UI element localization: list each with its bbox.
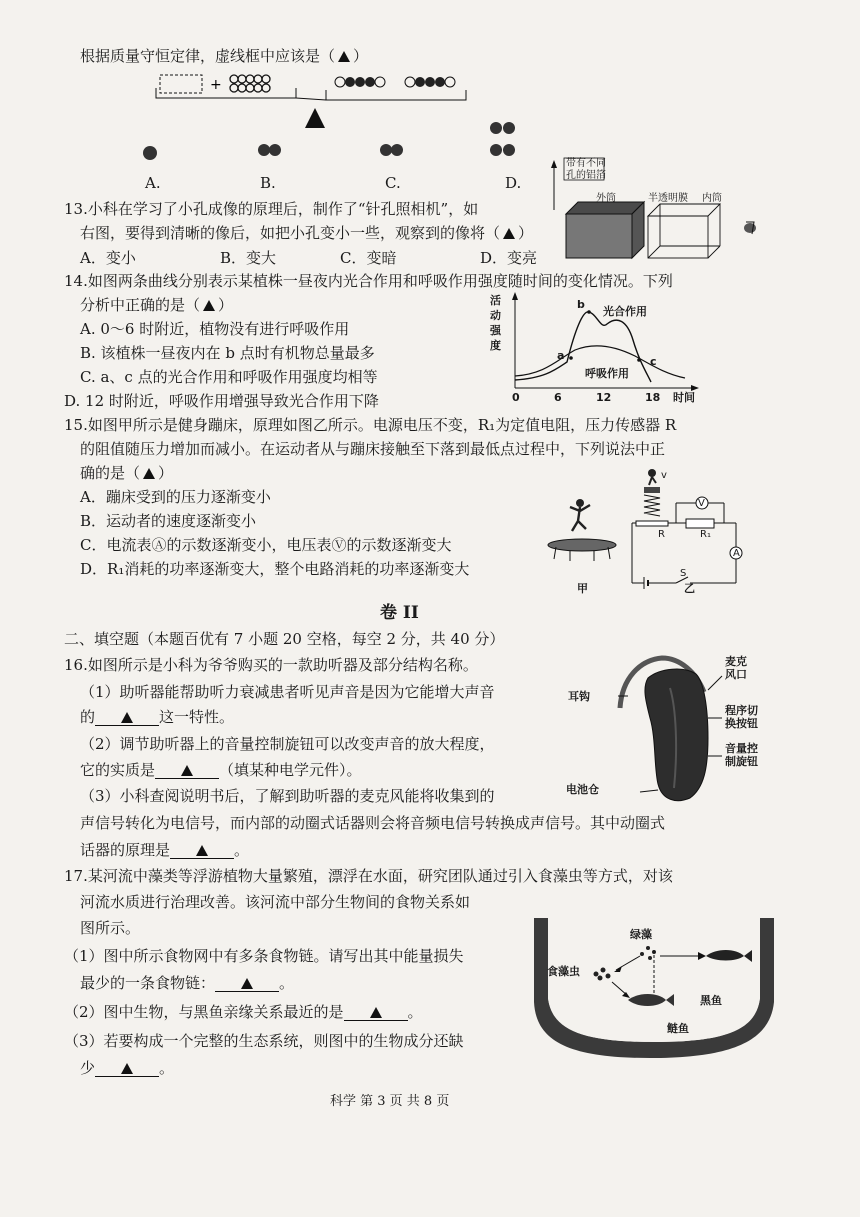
q17-food-web-figure — [530, 912, 780, 1062]
q17-part1-b: 最少的一条食物链： 。 — [80, 974, 295, 992]
q14-xlabel: 时间 — [673, 391, 695, 404]
q16-hearing-aid-figure — [600, 648, 740, 806]
q17-text-3: 图所示。 — [80, 919, 141, 937]
answer-blank[interactable] — [344, 1004, 408, 1021]
q14-ylabel-2: 动 — [490, 309, 501, 322]
q13-option-d: D．变亮 — [480, 249, 538, 267]
q13-option-b: B．变大 — [220, 249, 277, 267]
q13-text-1: 13.小科在学习了小孔成像的原理后，制作了“针孔照相机”，如 — [64, 200, 479, 218]
page-footer: 科学 第 3 页 共 8 页 — [330, 1094, 450, 1109]
q14-ylabel-4: 度 — [490, 339, 501, 352]
q15-option-b: B．运动者的速度逐渐变小 — [80, 512, 257, 530]
q16-prog-label-2: 换按钮 — [725, 717, 758, 730]
q16-part1-b: 的 这一特性。 — [80, 708, 235, 726]
q16-mic-label-1: 麦克 — [725, 655, 747, 668]
answer-mark — [203, 300, 215, 311]
q14-option-a: A. 0～6 时附近，植物没有进行呼吸作用 — [80, 320, 350, 338]
q14-option-b: B. 该植株一昼夜内在 b 点时有机物总量最多 — [80, 344, 375, 362]
q16-hook-label: 耳钩 — [568, 690, 590, 703]
q15-text-3: 确的是（ ） — [80, 464, 174, 482]
q17-part3-b: 少 。 — [80, 1059, 175, 1077]
q14-text-1: 14.如图两条曲线分别表示某植株一昼夜内光合作用和呼吸作用强度随时间的变化情况。下列 — [64, 272, 673, 290]
q15-r-label: R — [658, 529, 665, 540]
answer-blank[interactable] — [170, 842, 234, 859]
q13-foil-label-1: 带有不同 — [566, 158, 606, 169]
q15-text-2: 的阻值随压力增加而减小。在运动者从与蹦床接触至下落到最低点过程中，下列说法中正 — [80, 440, 666, 458]
q15-jia-label: 甲 — [577, 582, 588, 595]
q16-part2-a: （2）调节助听器上的音量控制旋钮可以改变声音的放大程度， — [80, 735, 495, 753]
q14-point-a: a — [557, 349, 565, 362]
q15-text-1: 15.如图甲所示是健身蹦床，原理如图乙所示。电源电压不变，R₁为定值电阻，压力传感器 R — [64, 416, 677, 434]
q15-velocity-label: v — [661, 470, 667, 481]
q12-option-a: A. — [145, 174, 161, 192]
q14-option-c: C. a、c 点的光合作用和呼吸作用强度均相等 — [80, 368, 378, 386]
section-header: 二、填空题（本题百优有 7 小题 20 空格，每空 2 分，共 40 分） — [64, 630, 505, 648]
q17-silver-carp-label: 鲢鱼 — [667, 1022, 689, 1035]
q16-part2-b: 它的实质是 （填某种电学元件）。 — [80, 761, 362, 779]
q15-trampoline-circuit-figure — [540, 465, 770, 595]
q15-yi-label: 乙 — [684, 582, 695, 595]
q16-prog-label-1: 程序切 — [725, 704, 758, 717]
section-title: 卷 II — [380, 603, 419, 623]
q16-vol-label-2: 制旋钮 — [725, 755, 758, 768]
q16-part3-c: 话器的原理是 。 — [80, 841, 250, 859]
q13-screen-label: 半透明膜 — [648, 193, 688, 204]
answer-blank[interactable] — [95, 709, 159, 726]
answer-mark — [143, 468, 155, 479]
q17-algae-label: 绿藻 — [630, 928, 652, 941]
answer-blank[interactable] — [215, 975, 279, 992]
q15-option-a: A．蹦床受到的压力逐渐变小 — [80, 488, 271, 506]
q12-options-figure — [138, 118, 538, 168]
answer-blank[interactable] — [95, 1060, 159, 1077]
q15-ammeter-label: A — [733, 548, 740, 559]
q13-option-c: C．变暗 — [340, 249, 397, 267]
q14-xtick-18: 18 — [645, 391, 661, 404]
q16-mic-label-2: 风口 — [725, 668, 747, 681]
q15-option-c: C．电流表Ⓐ的示数逐渐变小，电压表Ⓥ的示数逐渐变大 — [80, 536, 452, 554]
q17-worm-label: 食藻虫 — [547, 965, 580, 978]
q15-switch-label: S — [680, 568, 687, 579]
q14-text-2: 分析中正确的是（ ） — [80, 296, 234, 314]
q14-xtick-12: 12 — [596, 391, 612, 404]
q16-vol-label-1: 音量控 — [725, 742, 758, 755]
answer-mark — [338, 51, 350, 62]
q12-option-b: B. — [260, 174, 276, 192]
q17-text-1: 17.某河流中藻类等浮游植物大量繁殖，漂浮在水面，研究团队通过引入食藻虫等方式，对该 — [64, 867, 673, 885]
q17-part1-a: （1）图中所示食物网中有多条食物链。请写出其中能量损失 — [64, 947, 464, 965]
q16-text-1: 16.如图所示是小科为爷爷购买的一款助听器及部分结构名称。 — [64, 656, 478, 674]
q17-part3-a: （3）若要构成一个完整的生态系统，则图中的生物成分还缺 — [64, 1032, 464, 1050]
q13-outer-label: 外筒 — [596, 193, 616, 204]
q12-stem: 根据质量守恒定律，虚线框中应该是（ ） — [80, 47, 369, 65]
q14-point-c: c — [650, 355, 657, 368]
q16-part1-a: （1）助听器能帮助听力衰减患者听见声音是因为它能增大声音 — [80, 683, 495, 701]
q16-part3-b: 声信号转化为电信号，而内部的动圈式话器则会将音频电信号转换成声信号。其中动圈式 — [80, 814, 666, 832]
q13-foil-label-2: 孔的铝箔 — [566, 170, 606, 181]
q13-text-2: 右图，要得到清晰的像后，如把小孔变小一些，观察到的像将（ ） — [80, 224, 534, 242]
q13-option-a: A．变小 — [80, 249, 136, 267]
q17-text-2: 河流水质进行治理改善。该河流中部分生物间的食物关系如 — [80, 893, 471, 911]
q16-part3-a: （3）小科查阅说明书后，了解到助听器的麦克风能将收集到的 — [80, 787, 495, 805]
q14-point-b: b — [577, 298, 585, 311]
answer-mark — [503, 228, 515, 239]
q15-voltmeter-label: V — [698, 498, 705, 509]
q12-option-c: C. — [385, 174, 401, 192]
q15-r1-label: R₁ — [700, 529, 711, 540]
q14-option-d: D. 12 时附近，呼吸作用增强导致光合作用下降 — [64, 392, 379, 410]
q14-series-resp: 呼吸作用 — [585, 367, 629, 380]
q12-option-d: D. — [505, 174, 522, 192]
q13-inner-label: 内筒 — [702, 193, 722, 204]
q14-ylabel-1: 活 — [490, 294, 501, 307]
q15-option-d: D．R₁消耗的功率逐渐变大，整个电路消耗的功率逐渐变大 — [80, 560, 470, 578]
q14-xtick-6: 6 — [554, 391, 562, 404]
q17-blackfish-label: 黑鱼 — [700, 994, 722, 1007]
q14-series-photo: 光合作用 — [603, 305, 647, 318]
q14-xtick-0: 0 — [512, 391, 520, 404]
q17-part2: （2）图中生物，与黑鱼亲缘关系最近的是 。 — [64, 1003, 423, 1021]
svg-text:+: + — [210, 77, 222, 93]
q14-ylabel-3: 强 — [490, 324, 501, 337]
answer-blank[interactable] — [155, 762, 219, 779]
q16-battery-label: 电池仓 — [566, 783, 599, 796]
